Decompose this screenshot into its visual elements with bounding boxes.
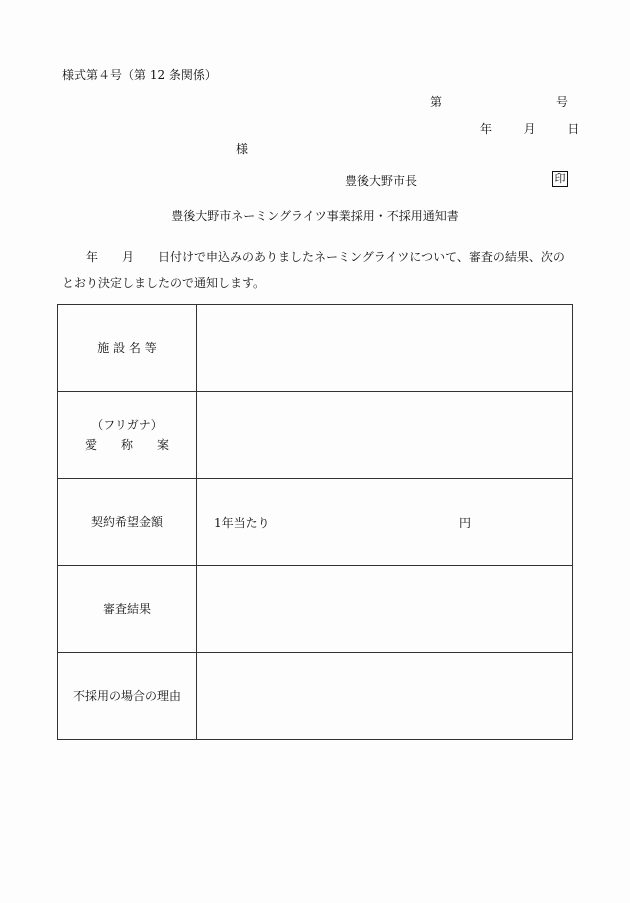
form-number: 様式第４号（第 12 条関係） <box>62 68 217 82</box>
document-number-prefix: 第 <box>430 95 443 109</box>
table-row <box>58 305 573 392</box>
seal-box: 印 <box>552 171 568 187</box>
date-month: 月 <box>523 122 536 136</box>
label-contract-amount: 契約希望金額 <box>58 479 197 566</box>
issue-date <box>480 120 579 137</box>
addressee-honorific: 様 <box>236 142 249 156</box>
document-title: 豊後大野市ネーミングライツ事業採用・不採用通知書 <box>171 209 459 223</box>
date-year: 年 <box>480 122 493 136</box>
document-number-suffix: 号 <box>556 95 569 109</box>
value-facility-name <box>197 305 573 392</box>
value-rejection-reason <box>197 653 573 740</box>
value-nickname <box>197 392 573 479</box>
yen-unit: 円 <box>459 515 472 530</box>
table-row <box>58 566 573 653</box>
value-contract-amount <box>197 479 573 566</box>
issuer-name: 豊後大野市長 <box>345 174 418 188</box>
label-facility-name: 施 設 名 等 <box>58 305 197 392</box>
value-review-result <box>197 566 573 653</box>
label-nickname-proposal: 愛 称 案 <box>84 438 169 452</box>
notice-body: 年 月 日付けで申込みのありましたネーミングライツについて、審査の結果、次のとおり決定しましたので通知します。 <box>62 250 565 290</box>
table-row <box>58 653 573 740</box>
table-row <box>58 479 573 566</box>
label-furigana: （フリガナ） <box>91 418 163 432</box>
amount-per-year-label: 1年当たり <box>214 515 270 530</box>
notification-table <box>57 304 573 740</box>
label-nickname <box>58 392 197 479</box>
label-review-result: 審査結果 <box>58 566 197 653</box>
date-day: 日 <box>567 122 580 136</box>
table-row <box>58 392 573 479</box>
label-rejection-reason: 不採用の場合の理由 <box>58 653 197 740</box>
